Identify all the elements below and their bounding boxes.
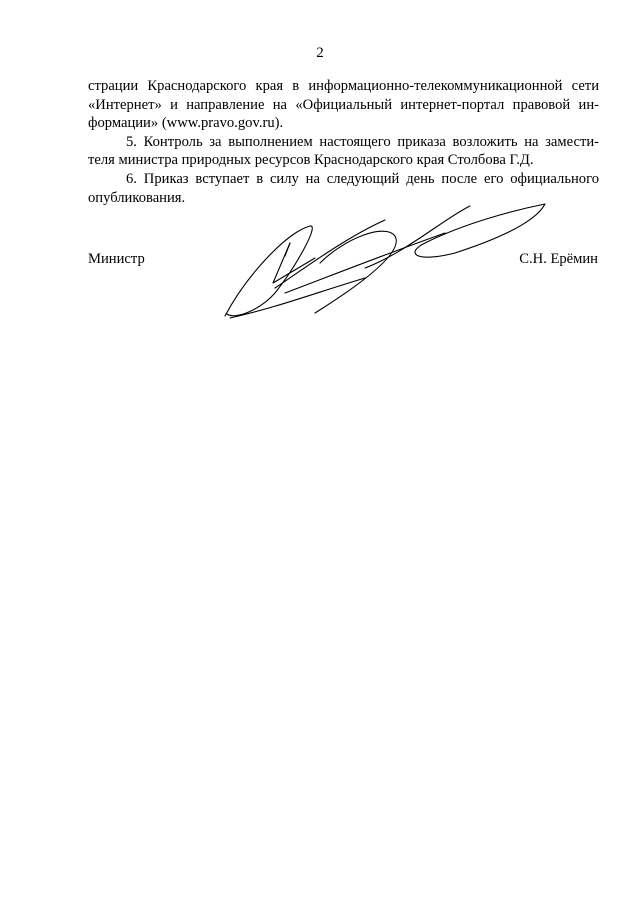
paragraph-line: опубликования. xyxy=(88,189,186,206)
document-body xyxy=(88,77,599,207)
page-number: 2 xyxy=(316,45,324,61)
signatory-title: Министр xyxy=(88,251,145,267)
paragraph-line: формации» (www.pravo.gov.ru). xyxy=(88,115,284,132)
handwritten-signature-icon xyxy=(215,198,555,323)
paragraph-line: 5. Контроль за выполнением настоящего приказа возложить на замести- xyxy=(126,133,599,150)
signatory-name: С.Н. Ерёмин xyxy=(519,251,598,267)
paragraph-line: теля министра природных ресурсов Краснодарского края Столбова Г.Д. xyxy=(88,152,534,169)
paragraph-line: 6. Приказ вступает в силу на следующий день после его официального xyxy=(126,170,599,187)
paragraph-line: «Интернет» и направление на «Официальный интернет-портал правовой ин- xyxy=(88,96,599,113)
paragraph-line: страции Краснодарского края в информационно-телекоммуникационной сети xyxy=(88,78,599,94)
